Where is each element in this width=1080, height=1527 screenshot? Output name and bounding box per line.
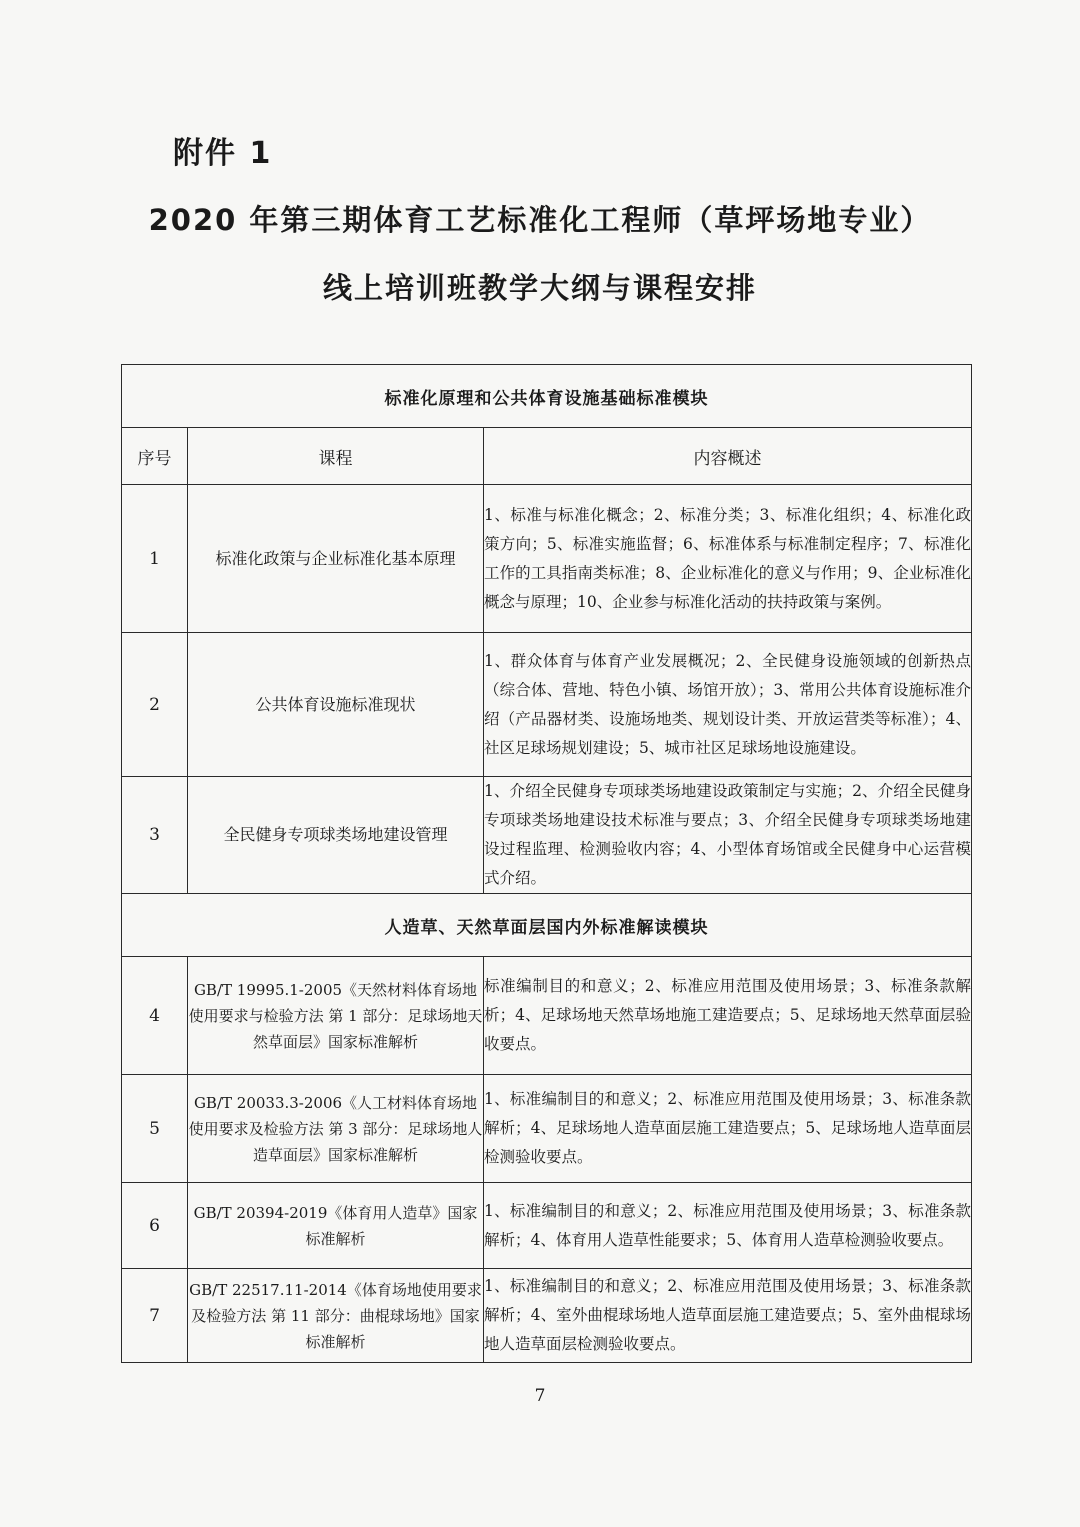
table-row bbox=[122, 777, 972, 894]
table-row bbox=[122, 1269, 972, 1363]
row-summary: 1、标准编制目的和意义；2、标准应用范围及使用场景；3、标准条款解析；4、室外曲棍球场地人造草面层施工建造要点；5、室外曲棍球场地人造草面层检测验收要点。 bbox=[484, 1269, 972, 1363]
row-summary: 1、标准编制目的和意义；2、标准应用范围及使用场景；3、标准条款解析；4、体育用人造草性能要求；5、体育用人造草检测验收要点。 bbox=[484, 1183, 972, 1269]
row-course: 公共体育设施标准现状 bbox=[188, 633, 484, 777]
row-course: GB/T 20394-2019《体育用人造草》国家标准解析 bbox=[188, 1183, 484, 1269]
syllabus-table bbox=[121, 364, 972, 1363]
module-title: 标准化原理和公共体育设施基础标准模块 bbox=[122, 365, 972, 428]
attachment-label: 附件 1 bbox=[173, 136, 273, 171]
table-row bbox=[122, 633, 972, 777]
row-summary: 1、介绍全民健身专项球类场地建设政策制定与实施；2、介绍全民健身专项球类场地建设技术标准与要点；3、介绍全民健身专项球类场地建设过程监理、检测验收内容；4、小型体育场馆或全民健身中心运营模式介绍。 bbox=[484, 777, 972, 894]
column-header-course: 课程 bbox=[188, 428, 484, 485]
table-row bbox=[122, 1183, 972, 1269]
column-header-row bbox=[122, 428, 972, 485]
table-row bbox=[122, 1075, 972, 1183]
row-course: 标准化政策与企业标准化基本原理 bbox=[188, 485, 484, 633]
page-number: 7 bbox=[534, 1386, 546, 1406]
table-row bbox=[122, 485, 972, 633]
row-number: 3 bbox=[122, 777, 188, 894]
row-number: 1 bbox=[122, 485, 188, 633]
column-header-number: 序号 bbox=[122, 428, 188, 485]
row-summary: 1、标准与标准化概念；2、标准分类；3、标准化组织；4、标准化政策方向；5、标准实施监督；6、标准体系与标准制定程序；7、标准化工作的工具指南类标准；8、企业标准化的意义与作用；9、企业标准化概念与原理；10、企业参与标准化活动的扶持政策与案例。 bbox=[484, 485, 972, 633]
row-course: 全民健身专项球类场地建设管理 bbox=[188, 777, 484, 894]
module-header-row bbox=[122, 365, 972, 428]
row-summary: 1、群众体育与体育产业发展概况；2、全民健身设施领域的创新热点（综合体、营地、特色小镇、场馆开放）；3、常用公共体育设施标准介绍（产品器材类、设施场地类、规划设计类、开放运营类等标准）；4、社区足球场规划建设；5、城市社区足球场地设施建设。 bbox=[484, 633, 972, 777]
row-summary: 标准编制目的和意义；2、标准应用范围及使用场景；3、标准条款解析；4、足球场地天然草场地施工建造要点；5、足球场地天然草面层验收要点。 bbox=[484, 957, 972, 1075]
row-summary: 1、标准编制目的和意义；2、标准应用范围及使用场景；3、标准条款解析；4、足球场地人造草面层施工建造要点；5、足球场地人造草面层检测验收要点。 bbox=[484, 1075, 972, 1183]
row-number: 6 bbox=[122, 1183, 188, 1269]
document-title-line-2: 线上培训班教学大纲与课程安排 bbox=[322, 271, 757, 305]
row-number: 5 bbox=[122, 1075, 188, 1183]
row-number: 7 bbox=[122, 1269, 188, 1363]
row-course: GB/T 20033.3-2006《人工材料体育场地使用要求及检验方法 第 3 部分：足球场地人造草面层》国家标准解析 bbox=[188, 1075, 484, 1183]
module-title: 人造草、天然草面层国内外标准解读模块 bbox=[122, 894, 972, 957]
document-title-line-1: 2020 年第三期体育工艺标准化工程师（草坪场地专业） bbox=[148, 203, 932, 237]
row-course: GB/T 19995.1-2005《天然材料体育场地使用要求与检验方法 第 1 部分：足球场地天然草面层》国家标准解析 bbox=[188, 957, 484, 1075]
column-header-summary: 内容概述 bbox=[484, 428, 972, 485]
table-row bbox=[122, 957, 972, 1075]
row-number: 2 bbox=[122, 633, 188, 777]
module-header-row bbox=[122, 894, 972, 957]
row-course: GB/T 22517.11-2014《体育场地使用要求及检验方法 第 11 部分：曲棍球场地》国家标准解析 bbox=[188, 1269, 484, 1363]
row-number: 4 bbox=[122, 957, 188, 1075]
